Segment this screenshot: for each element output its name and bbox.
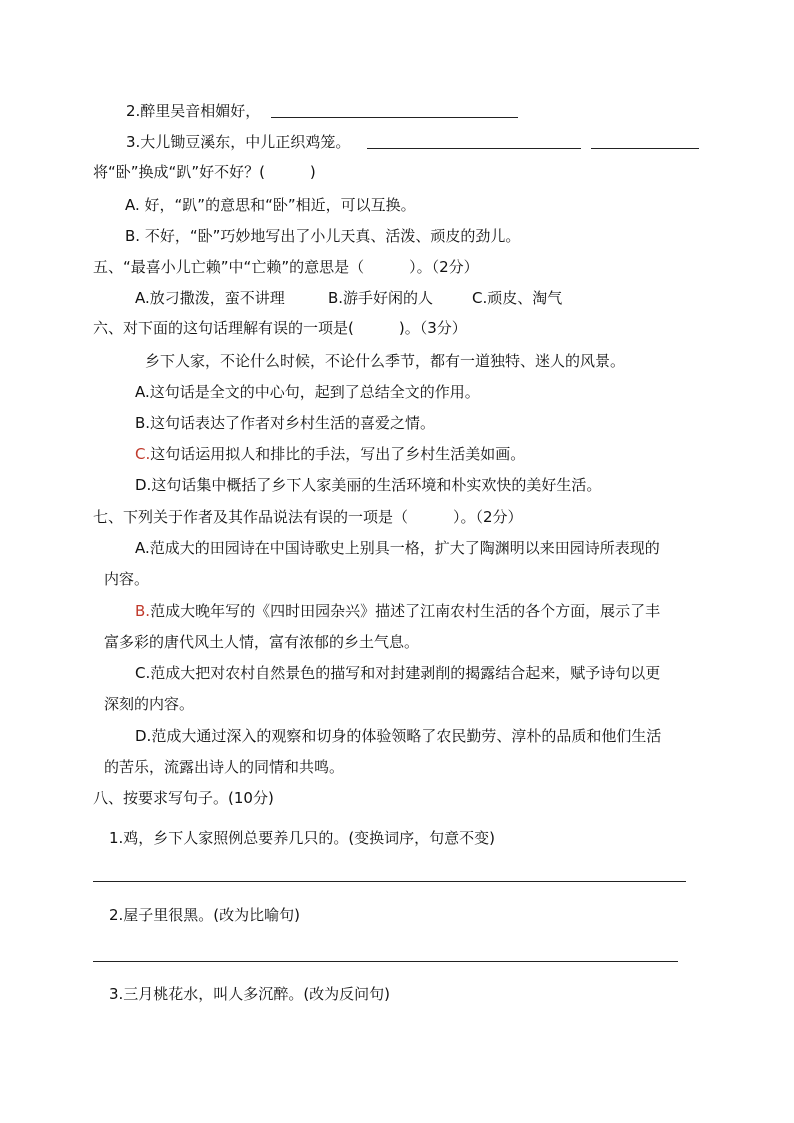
answer-line-q8-item2[interactable] [93,961,678,962]
q5-option-c[interactable]: C.顽皮、淘气 [472,289,563,307]
q7-option-d-line2: 的苦乐，流露出诗人的同情和共鸣。 [104,758,345,776]
q6-option-d[interactable]: D.这句话集中概括了乡下人家美丽的生活环境和朴实欢快的美好生活。 [135,476,602,494]
q8-item-3: 3.三月桃花水，叫人多沉醉。(改为反问句) [109,985,391,1003]
q8-item-1: 1.鸡，乡下人家照例总要养几只的。(变换词序，句意不变) [109,829,496,847]
q7-option-c-line2: 深刻的内容。 [104,695,195,713]
q6-option-a[interactable]: A.这句话是全文的中心句，起到了总结全文的作用。 [135,383,480,401]
q7-option-a-line2: 内容。 [104,570,150,588]
q4-item-2: 2.醉里吴音相媚好， [126,102,261,120]
q4-option-b[interactable]: B. 不好，“卧”巧妙地写出了小儿天真、活泼、顽皮的劲儿。 [125,227,521,245]
q4-question: 将“卧”换成“趴”好不好？( ) [93,163,316,181]
q6-option-c[interactable] [135,444,525,464]
answer-line-q8-item1[interactable] [93,881,686,882]
q6-title: 六、对下面的这句话理解有误的一项是( )。（3分） [93,319,467,337]
q4-item-3: 3.大儿锄豆溪东，中儿正织鸡笼。 [126,133,351,151]
q8-title: 八、按要求写句子。(10分) [93,789,274,807]
q7-option-b-line2: 富多彩的唐代风土人情，富有浓郁的乡土气息。 [104,633,420,651]
q6-sentence: 乡下人家，不论什么时候，不论什么季节，都有一道独特、迷人的风景。 [145,352,626,370]
q6-option-c-letter: C. [135,445,151,463]
q7-option-b-letter: B. [135,602,151,620]
answer-line-q4-item3-b[interactable] [591,148,699,149]
q6-option-c-text: 这句话运用拟人和排比的手法，写出了乡村生活美如画。 [150,445,526,463]
answer-line-q4-item2[interactable] [271,117,518,118]
q8-item-2: 2.屋子里很黑。(改为比喻句) [109,906,301,924]
q7-title: 七、下列关于作者及其作品说法有误的一项是（ ）。（2分） [93,508,523,526]
q7-option-b-line1[interactable] [135,601,660,621]
q7-option-a-line1[interactable]: A.范成大的田园诗在中国诗歌史上别具一格，扩大了陶渊明以来田园诗所表现的 [135,539,660,557]
q5-option-b[interactable]: B.游手好闲的人 [328,289,434,307]
q6-option-b[interactable]: B.这句话表达了作者对乡村生活的喜爱之情。 [135,414,436,432]
q4-option-a[interactable]: A. 好，“趴”的意思和“卧”相近，可以互换。 [125,196,416,214]
answer-line-q4-item3-a[interactable] [367,148,581,149]
q5-title: 五、“最喜小儿亡赖”中“亡赖”的意思是（ ）。（2分） [93,258,479,276]
q5-option-a[interactable]: A.放刁撒泼，蛮不讲理 [135,289,285,307]
q7-option-b-text: 范成大晚年写的《四时田园杂兴》描述了江南农村生活的各个方面，展示了丰 [150,602,661,620]
q7-option-c-line1[interactable]: C.范成大把对农村自然景色的描写和对封建剥削的揭露结合起来，赋予诗句以更 [135,664,661,682]
q7-option-d-line1[interactable]: D.范成大通过深入的观察和切身的体验领略了农民勤劳、淳朴的品质和他们生活 [135,727,662,745]
